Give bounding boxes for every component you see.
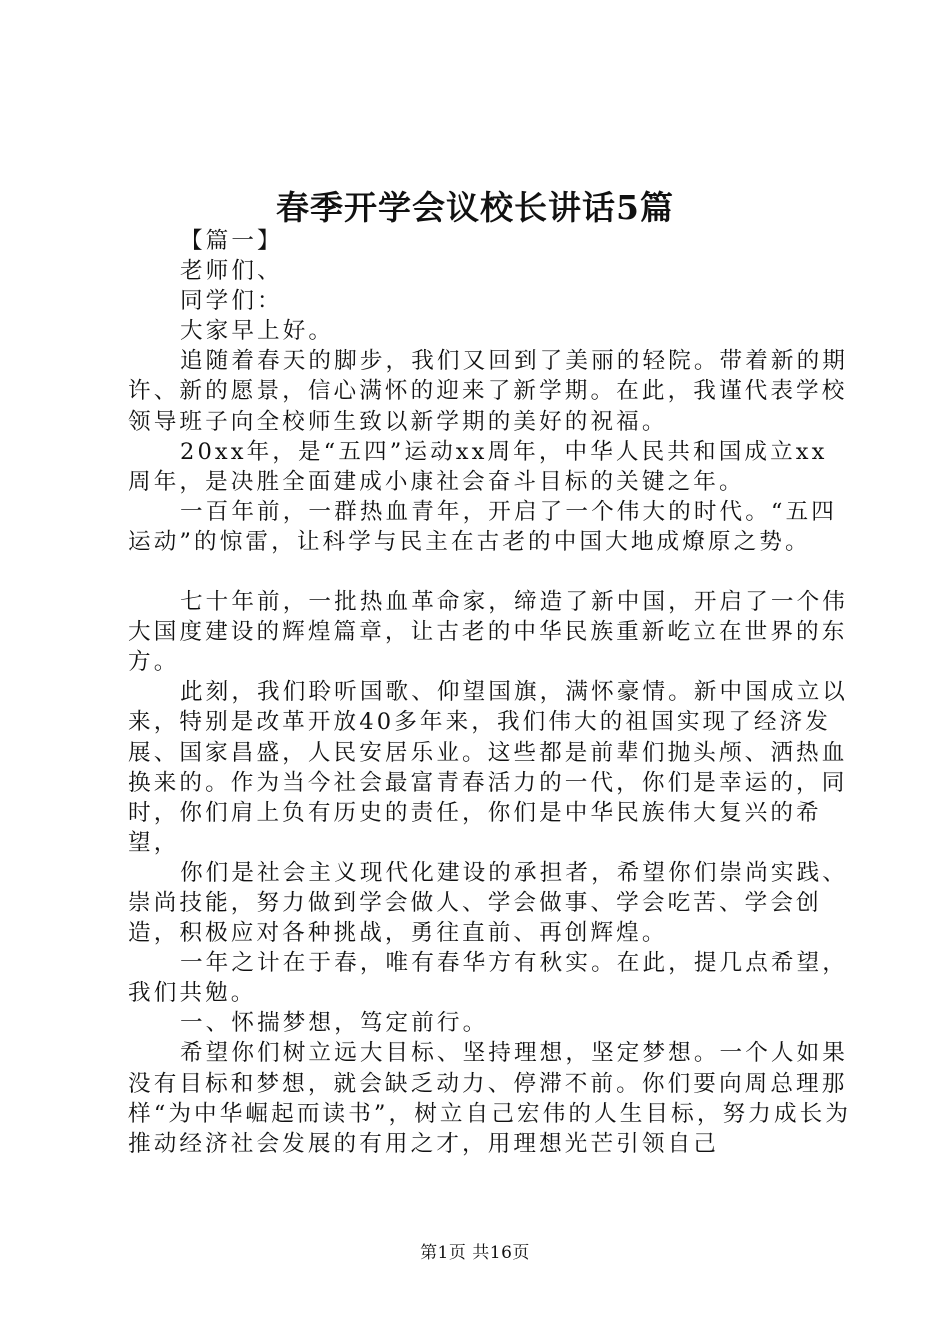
paragraph: 一年之计在于春，唯有春华方有秋实。在此，提几点希望，我们共勉。 — [128, 950, 849, 1007]
paragraph: 一百年前，一群热血青年，开启了一个伟大的时代。“五四运动”的惊雷，让科学与民主在古老的中国大地成燎原之势。 — [128, 498, 837, 555]
paragraph: 追随着春天的脚步，我们又回到了美丽的轻院。带着新的期许、新的愿景，信心满怀的迎来了新学期。在此，我谨代表学校领导班子向全校师生致以新学期的美好的祝福。 — [128, 348, 849, 435]
salutation-students: 同学们： — [179, 288, 283, 315]
paragraph: 希望你们树立远大目标、坚持理想，坚定梦想。一个人如果没有目标和梦想，就会缺乏动力、停滞不前。你们要向周总理那样“为中华崛起而读书”，树立自己宏伟的人生目标，努力成长为推动经济社会发展的有用之才，用理想光芒引领自己 — [128, 1040, 852, 1157]
salutation-teachers: 老师们、 — [179, 258, 283, 285]
paragraph: 20xx年，是“五四”运动xx周年，中华人民共和国成立xx周年，是决胜全面建成小康社会奋斗目标的关键之年。 — [128, 438, 828, 495]
document-body — [128, 226, 852, 1159]
paragraph: 七十年前，一批热血革命家，缔造了新中国，开启了一个伟大国度建设的辉煌篇章，让古老的中华民族重新屹立在世界的东方。 — [128, 589, 849, 676]
paragraph: 你们是社会主义现代化建设的承担者，希望你们崇尚实践、崇尚技能，努力做到学会做人、学会做事、学会吃苦、学会创造，积极应对各种挑战，勇往直前、再创辉煌。 — [128, 859, 849, 947]
greeting: 大家早上好。 — [179, 318, 335, 345]
paragraph: 此刻，我们聆听国歌、仰望国旗，满怀豪情。新中国成立以来，特别是改革开放40多年来，我们伟大的祖国实现了经济发展、国家昌盛，人民安居乐业。这些都是前辈们抛头颅、洒热血换来的。作为当今社会最富青春活力的一代，你们是幸运的，同时，你们肩上负有历史的责任，你们是中华民族伟大复兴的希望， — [128, 679, 849, 856]
section-heading: 【篇一】 — [179, 228, 283, 254]
document-title: 春季开学会议校长讲话5篇 — [276, 188, 674, 227]
page-number-footer: 第1页 共16页 — [420, 1243, 530, 1263]
subheading: 一、怀揣梦想，笃定前行。 — [179, 1010, 489, 1037]
